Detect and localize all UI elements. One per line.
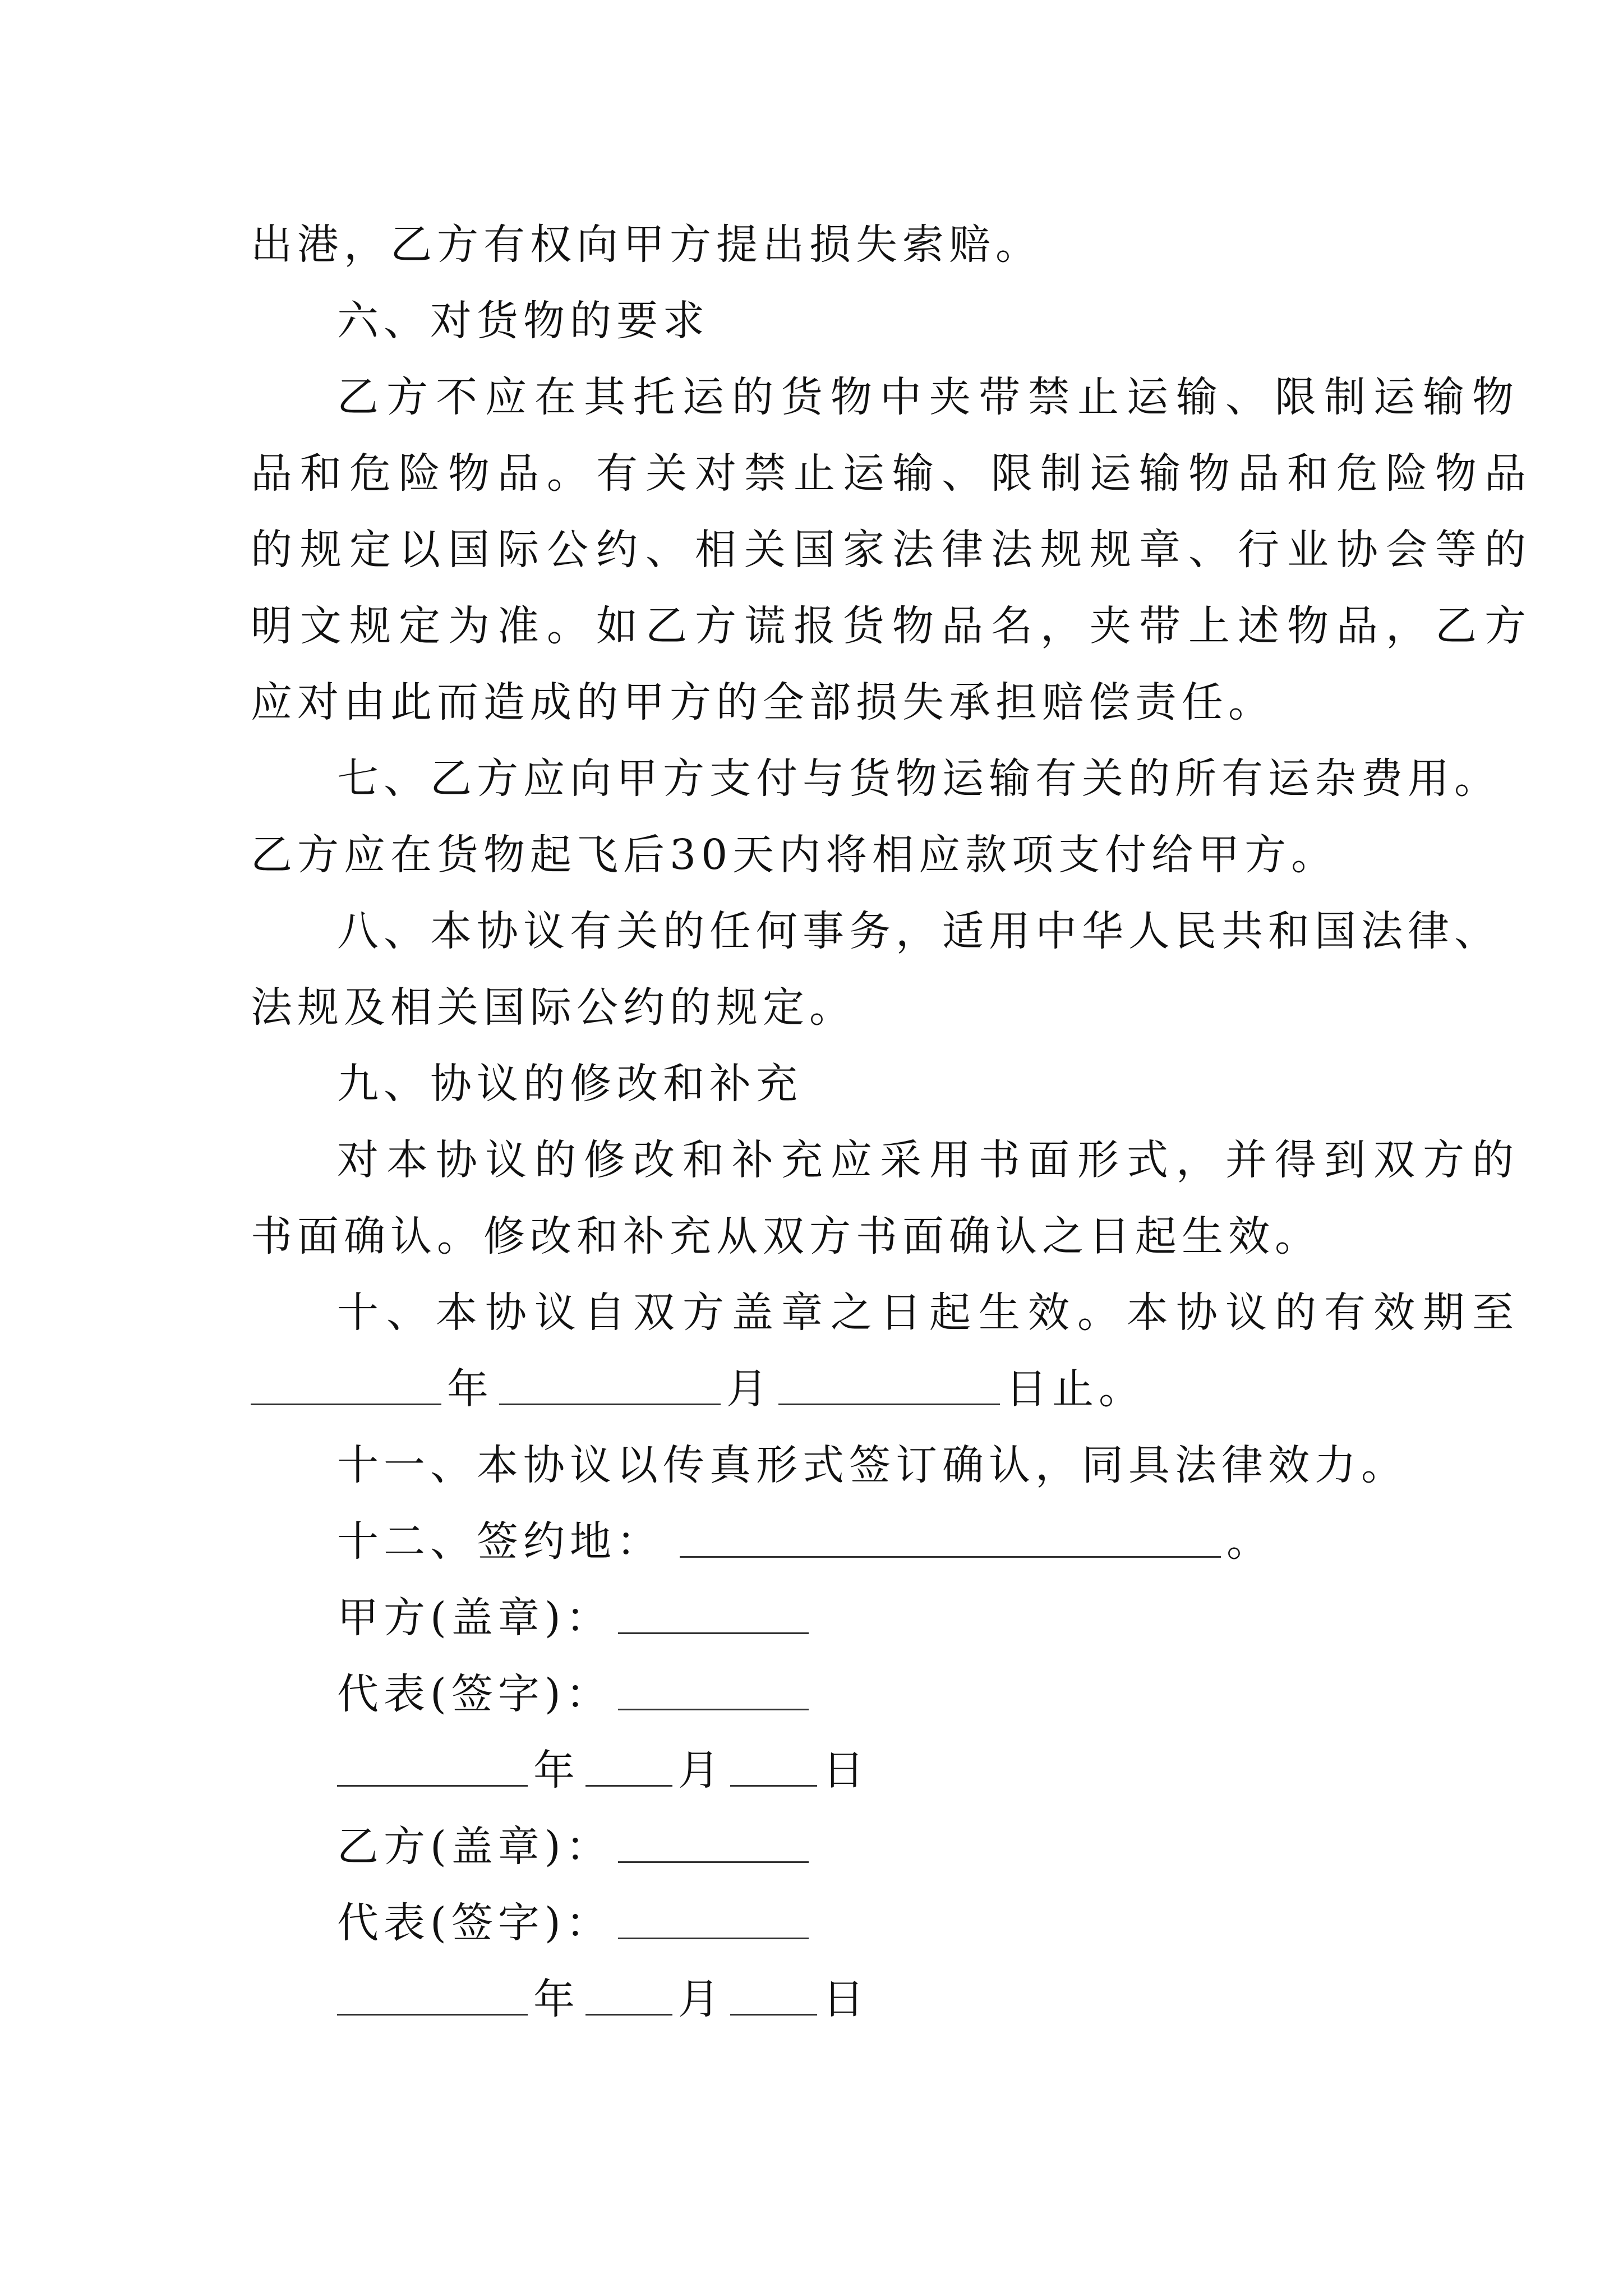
day-label: 日 (823, 1975, 869, 2023)
party-b-rep-line (251, 1885, 1384, 1961)
month-label: 月 (678, 1975, 725, 2023)
month-label: 月 (726, 1365, 773, 1413)
signing-place-end: 。 (1227, 1517, 1273, 1566)
year-label: 年 (447, 1365, 494, 1413)
validity-year-blank[interactable] (251, 1362, 441, 1405)
fax-clause: 十一、本协议以传真形式签订确认，同具法律效力。 (337, 1441, 1408, 1489)
section-heading-amendments: 九、协议的修改和补充 (337, 1060, 803, 1108)
party-b-seal-line (251, 1809, 1384, 1885)
document-body (251, 206, 1534, 2037)
text-line: 明文规定为准。如乙方谎报货物品名，夹带上述物品，乙方 (251, 602, 1534, 650)
text-line: 的规定以国际公约、相关国家法律法规规章、行业协会等的 (251, 526, 1534, 574)
party-b-date-line (251, 1961, 1384, 2037)
validity-day-blank[interactable] (778, 1362, 1000, 1405)
party-a-seal-line (251, 1580, 1384, 1656)
text-line: 书面确认。修改和补充从双方书面确认之日起生效。 (251, 1212, 1321, 1260)
signing-place-blank[interactable] (680, 1515, 1221, 1558)
party-a-month-blank[interactable] (585, 1743, 672, 1787)
validity-date-line (251, 1351, 1384, 1427)
text-line: 应对由此而造成的甲方的全部损失承担赔偿责任。 (251, 678, 1275, 726)
party-a-day-blank[interactable] (730, 1743, 817, 1787)
party-b-day-blank[interactable] (730, 1972, 817, 2016)
text-line: 八、本协议有关的任何事务，适用中华人民共和国法律、 (337, 907, 1501, 955)
party-a-rep-blank[interactable] (618, 1667, 809, 1710)
year-label: 年 (533, 1746, 580, 1795)
month-label: 月 (678, 1746, 725, 1795)
text-line: 品和危险物品。有关对禁止运输、限制运输物品和危险物品 (251, 449, 1534, 498)
signing-place-line (251, 1503, 1384, 1580)
party-b-seal-label: 乙方(盖章)： (337, 1823, 612, 1871)
party-b-rep-blank[interactable] (618, 1896, 809, 1939)
party-b-rep-label: 代表(签字)： (337, 1899, 612, 1947)
party-a-rep-label: 代表(签字)： (337, 1670, 612, 1718)
party-a-date-line (251, 1732, 1384, 1809)
text-line: 乙方应在货物起飞后30天内将相应款项支付给甲方。 (251, 831, 1338, 879)
text-line: 法规及相关国际公约的规定。 (251, 983, 856, 1032)
text-line: 七、乙方应向甲方支付与货物运输有关的所有运杂费用。 (337, 754, 1501, 803)
party-a-seal-label: 甲方(盖章)： (337, 1594, 612, 1642)
party-b-seal-blank[interactable] (618, 1820, 809, 1863)
party-a-seal-blank[interactable] (618, 1591, 809, 1634)
party-a-year-blank[interactable] (337, 1743, 528, 1787)
text-line: 十、本协议自双方盖章之日起生效。本协议的有效期至 (337, 1289, 1521, 1337)
year-label: 年 (533, 1975, 580, 2023)
section-heading-cargo-requirements: 六、对货物的要求 (337, 297, 709, 345)
text-line: 出港，乙方有权向甲方提出损失索赔。 (251, 220, 1042, 269)
signing-place-label: 十二、签约地： (337, 1517, 663, 1566)
party-b-month-blank[interactable] (585, 1972, 672, 2016)
party-b-year-blank[interactable] (337, 1972, 528, 2016)
day-end-label: 日止。 (1006, 1365, 1145, 1413)
day-label: 日 (823, 1746, 869, 1795)
text-line: 对本协议的修改和补充应采用书面形式，并得到双方的 (337, 1136, 1521, 1184)
validity-month-blank[interactable] (499, 1362, 721, 1405)
party-a-rep-line (251, 1656, 1384, 1732)
text-line: 乙方不应在其托运的货物中夹带禁止运输、限制运输物 (337, 373, 1521, 421)
